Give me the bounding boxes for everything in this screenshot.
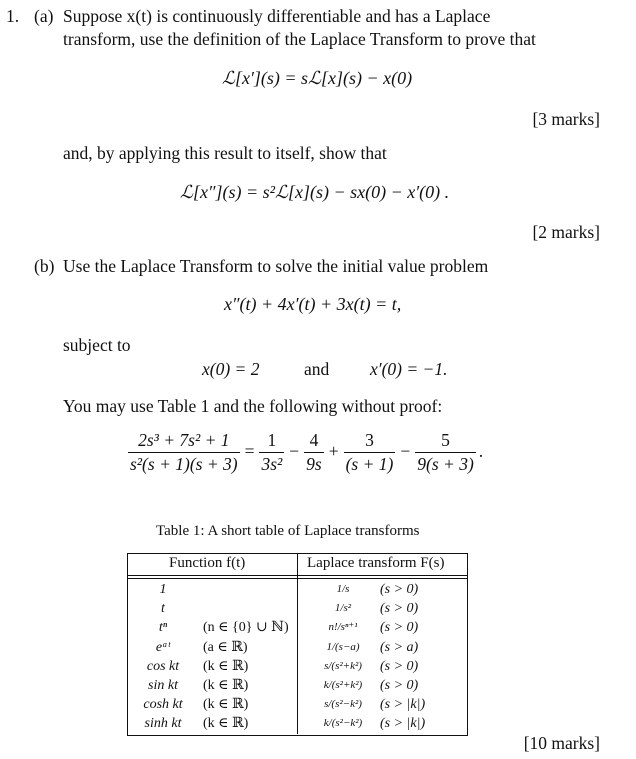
table-cell-laplace: 1/s² <box>334 602 352 615</box>
initial-condition-2: x′(0) = −1. <box>370 359 448 379</box>
table-cell-range: (s > 0) <box>380 678 419 693</box>
pf-term3 <box>344 430 396 475</box>
ode-equation: x″(t) + 4x′(t) + 3x(t) = t, <box>224 294 402 314</box>
pf-minus1: − <box>289 440 300 461</box>
equation-laplace-first-derivative: ℒ[x′](s) = sℒ[x](s) − x(0) <box>222 68 413 88</box>
table-cell-range: (s > 0) <box>380 601 419 617</box>
marks-a2: [2 marks] <box>532 222 600 242</box>
table-cell-range: (s > 0) <box>380 620 419 636</box>
table-cell-condition: (a ∈ ℝ) <box>203 639 248 655</box>
marks-a1: [3 marks] <box>532 109 600 129</box>
total-marks: [10 marks] <box>523 733 600 753</box>
table-cell-function: cosh kt <box>143 697 183 713</box>
table-cell-range: (s > |k|) <box>380 697 426 713</box>
pf-plus: + <box>328 440 339 461</box>
table-cell-range: (s > a) <box>380 639 419 655</box>
table-cell-range: (s > 0) <box>380 658 419 674</box>
pf-term4 <box>415 430 476 475</box>
table-row <box>133 599 463 618</box>
table-row <box>133 657 463 676</box>
pf-t4-num: 5 <box>415 430 476 453</box>
table-cell-laplace: k/(s²+k²) <box>323 679 363 691</box>
table-cell-function: sin kt <box>148 678 178 693</box>
table-cell-laplace: 1/s <box>336 583 350 595</box>
header-laplace: Laplace transform F(s) <box>307 555 445 571</box>
table-row <box>133 638 463 657</box>
initial-condition-1: x(0) = 2 <box>202 359 260 379</box>
table-cell-condition: (k ∈ ℝ) <box>203 658 249 674</box>
table-cell-range: (s > 0) <box>380 582 419 597</box>
table-row <box>133 695 463 714</box>
table-row <box>133 618 463 637</box>
equation-laplace-second-derivative: ℒ[x″](s) = s²ℒ[x](s) − sx(0) − x′(0) . <box>180 182 450 202</box>
table-cell-function: t <box>161 601 165 617</box>
part-a-line1: Suppose x(t) is continuously differentiable and has a Laplace <box>63 6 491 26</box>
initial-condition-and: and <box>304 359 330 379</box>
part-a-line2: transform, use the definition of the Laplace Transform to prove that <box>63 29 536 49</box>
part-b-label: (b) <box>34 256 55 276</box>
laplace-table <box>127 553 468 736</box>
pf-t3-den: (s + 1) <box>345 454 394 474</box>
table-cell-function: cos kt <box>146 658 180 674</box>
pf-t1-num: 1 <box>259 430 284 453</box>
table-cell-function: eᵃᵗ <box>155 639 171 655</box>
table-cell-function: tⁿ <box>158 620 168 636</box>
pf-lhs-den: s²(s + 1)(s + 3) <box>130 454 238 474</box>
table-cell-laplace: k/(s²−k²) <box>323 717 363 730</box>
table-cell-laplace: s/(s²−k²) <box>324 698 362 711</box>
pf-t2-den: 9s <box>306 454 322 474</box>
table-cell-function: 1 <box>159 582 167 597</box>
pf-minus2: − <box>400 440 411 461</box>
table-cell-laplace: 1/(s−a) <box>326 640 360 653</box>
pf-end: . <box>478 440 484 461</box>
pf-equals: = <box>244 440 255 461</box>
subject-to-text: subject to <box>63 335 131 355</box>
table-row <box>133 580 463 599</box>
table-cell-condition: (k ∈ ℝ) <box>203 678 249 693</box>
question-number: 1. <box>6 6 20 26</box>
pf-lhs <box>128 430 240 475</box>
header-function: Function f(t) <box>169 555 246 571</box>
table-cell-function: sinh kt <box>144 716 182 732</box>
use-table-text: You may use Table 1 and the following without proof: <box>63 396 443 416</box>
pf-t4-den: 9(s + 3) <box>417 454 474 474</box>
part-b-line1: Use the Laplace Transform to solve the initial value problem <box>63 256 489 276</box>
pf-term2 <box>304 430 324 475</box>
table-cell-condition: (n ∈ {0} ∪ ℕ) <box>203 620 289 636</box>
table-row <box>133 714 463 733</box>
pf-t2-num: 4 <box>304 430 324 453</box>
table-cell-condition: (k ∈ ℝ) <box>203 716 249 732</box>
partial-fraction-equation <box>128 430 483 475</box>
table-cell-laplace: n!/sⁿ⁺¹ <box>328 621 358 634</box>
part-a-label: (a) <box>34 6 54 26</box>
part-a-text2: and, by applying this result to itself, show that <box>63 143 387 163</box>
pf-lhs-num: 2s³ + 7s² + 1 <box>128 430 240 453</box>
table-cell-condition: (k ∈ ℝ) <box>203 697 249 713</box>
pf-t3-num: 3 <box>344 430 396 453</box>
table-caption: Table 1: A short table of Laplace transforms <box>156 523 420 539</box>
table-cell-range: (s > |k|) <box>380 716 426 732</box>
table-cell-laplace: s/(s²+k²) <box>324 659 362 672</box>
pf-t1-den: 3s² <box>261 454 283 474</box>
pf-term1 <box>259 430 284 475</box>
table-row <box>133 676 463 695</box>
